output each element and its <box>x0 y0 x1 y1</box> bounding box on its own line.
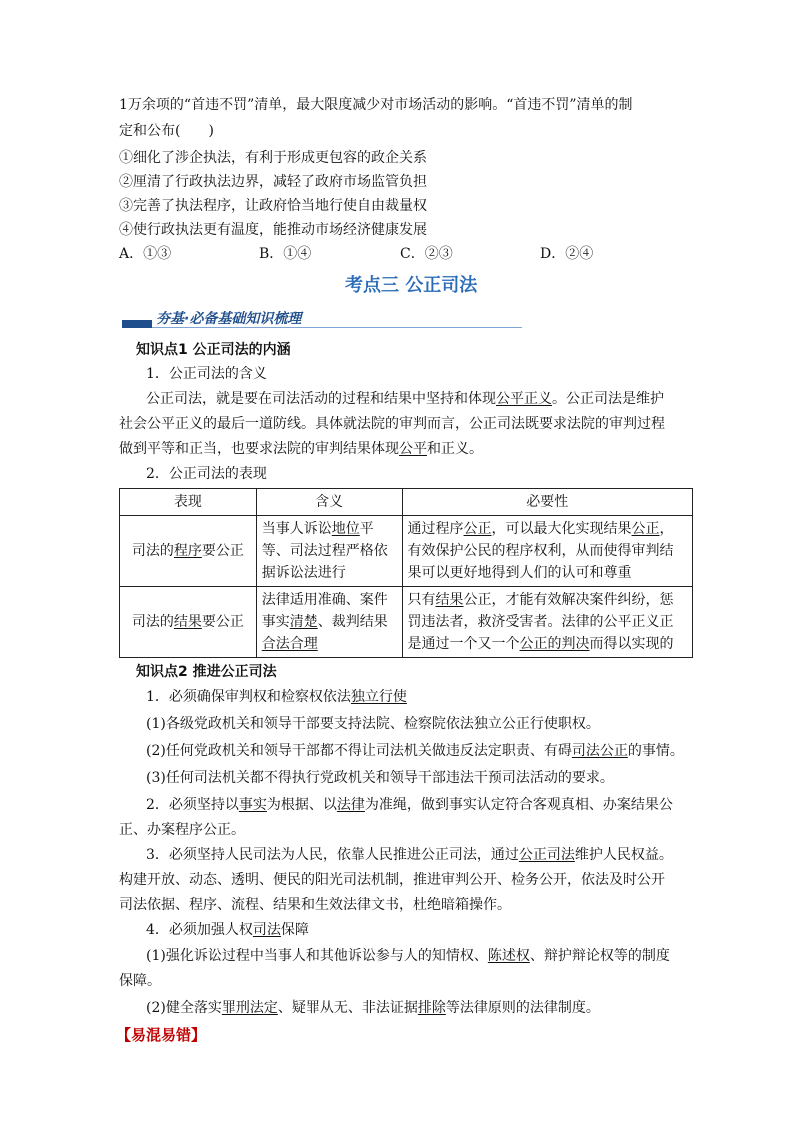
table-cell: 司法的程序要公正 <box>120 516 257 587</box>
table-row <box>120 587 693 658</box>
table-cell: 司法的结果要公正 <box>120 587 257 658</box>
option-2: ②厘清了行政执法边界，减轻了政府市场监管负担 <box>119 174 427 190</box>
kp1-sub2: 2．公正司法的表现 <box>146 466 267 482</box>
kp2-s4-item2: (2)健全落实罪刑法定、疑罪从无、非法证据排除等法律原则的法律制度。 <box>146 1000 600 1016</box>
kp2-s4: 4．必须加强人权司法保障 <box>146 922 309 938</box>
kp1-para-line3: 做到平等和正当，也要求法院的审判结果体现公平和正义。 <box>119 441 483 457</box>
kp2-s2-line1: 2．必须坚持以事实为根据、以法律为准绳，做到事实认定符合客观真相、办案结果公 <box>146 797 673 813</box>
question-stem-line1: 1万余项的“首违不罚”清单，最大限度减少对市场活动的影响。“首违不罚”清单的制 <box>119 97 633 113</box>
kp1-heading: 知识点1 公正司法的内涵 <box>136 342 291 358</box>
table-header: 表现 <box>120 489 257 516</box>
choice-a: A．①③ <box>119 246 172 262</box>
table-row <box>120 516 693 587</box>
banner-bar <box>122 320 152 328</box>
section-banner <box>122 306 392 332</box>
kp2-s3-line3: 司法依据、程序、流程、结果和生效法律文书，杜绝暗箱操作。 <box>119 897 511 913</box>
kp1-sub1: 1．公正司法的含义 <box>146 366 267 382</box>
banner-rule <box>152 327 522 328</box>
kp2-s1-item1: (1)各级党政机关和领导干部要支持法院、检察院依法独立公正行使职权。 <box>146 716 600 732</box>
kp2-s3-line1: 3．必须坚持人民司法为人民，依靠人民推进公正司法，通过公正司法维护人民权益。 <box>146 847 673 863</box>
kp2-s2-line2: 正、办案程序公正。 <box>119 822 245 838</box>
table-cell: 法律适用准确、案件 事实清楚、裁判结果 合法合理 <box>256 587 402 658</box>
table-header: 含义 <box>256 489 402 516</box>
choice-b: B．①④ <box>259 246 312 262</box>
kp2-s1-item2: (2)任何党政机关和领导干部都不得让司法机关做违反法定职责、有碍司法公正的事情。 <box>146 743 684 759</box>
choice-c: C．②③ <box>400 246 453 262</box>
option-1: ①细化了涉企执法，有利于形成更包容的政企关系 <box>119 150 427 166</box>
kp2-s1: 1．必须确保审判权和检察权依法独立行使 <box>146 689 407 705</box>
question-stem-line2: 定和公布( ) <box>119 123 214 139</box>
table-cell: 当事人诉讼地位平 等、司法过程严格依 据诉讼法进行 <box>256 516 402 587</box>
table-cell: 只有结果公正，才能有效解决案件纠纷，惩 罚违法者，救济受害者。法律的公平正义正 是通过一个又一个公正的判决而得以实现的 <box>402 587 692 658</box>
justice-table <box>119 488 693 658</box>
kp1-para-line2: 社会公平正义的最后一道防线。具体就法院的审判而言，公正司法既要求法院的审判过程 <box>119 416 665 432</box>
section-title: 考点三 公正司法 <box>345 275 478 296</box>
option-4: ④使行政执法更有温度，能推动市场经济健康发展 <box>119 222 427 238</box>
table-header: 必要性 <box>402 489 692 516</box>
table-cell: 通过程序公正，可以最大化实现结果公正， 有效保护公民的程序权利，从而使得审判结 果可以更好地得到人们的认可和尊重 <box>402 516 692 587</box>
kp2-s4-item1-line2: 保障。 <box>119 973 161 989</box>
easy-mistake-tag: 【易混易错】 <box>116 1026 207 1044</box>
kp2-heading: 知识点2 推进公正司法 <box>136 664 277 680</box>
option-3: ③完善了执法程序，让政府恰当地行使自由裁量权 <box>119 198 427 214</box>
kp2-s3-line2: 构建开放、动态、透明、便民的阳光司法机制，推进审判公开、检务公开，依法及时公开 <box>119 872 665 888</box>
table-header-row <box>120 489 693 516</box>
kp1-para-line1: 公正司法，就是要在司法活动的过程和结果中坚持和体现公平正义。公正司法是维护 <box>146 391 664 407</box>
banner-label: 夯基·必备基础知识梳理 <box>156 311 302 327</box>
choice-d: D．②④ <box>540 246 594 262</box>
kp2-s1-item3: (3)任何司法机关都不得执行党政机关和领导干部违法干预司法活动的要求。 <box>146 770 614 786</box>
kp2-s4-item1-line1: (1)强化诉讼过程中当事人和其他诉讼参与人的知情权、陈述权、辩护辩论权等的制度 <box>146 948 670 964</box>
